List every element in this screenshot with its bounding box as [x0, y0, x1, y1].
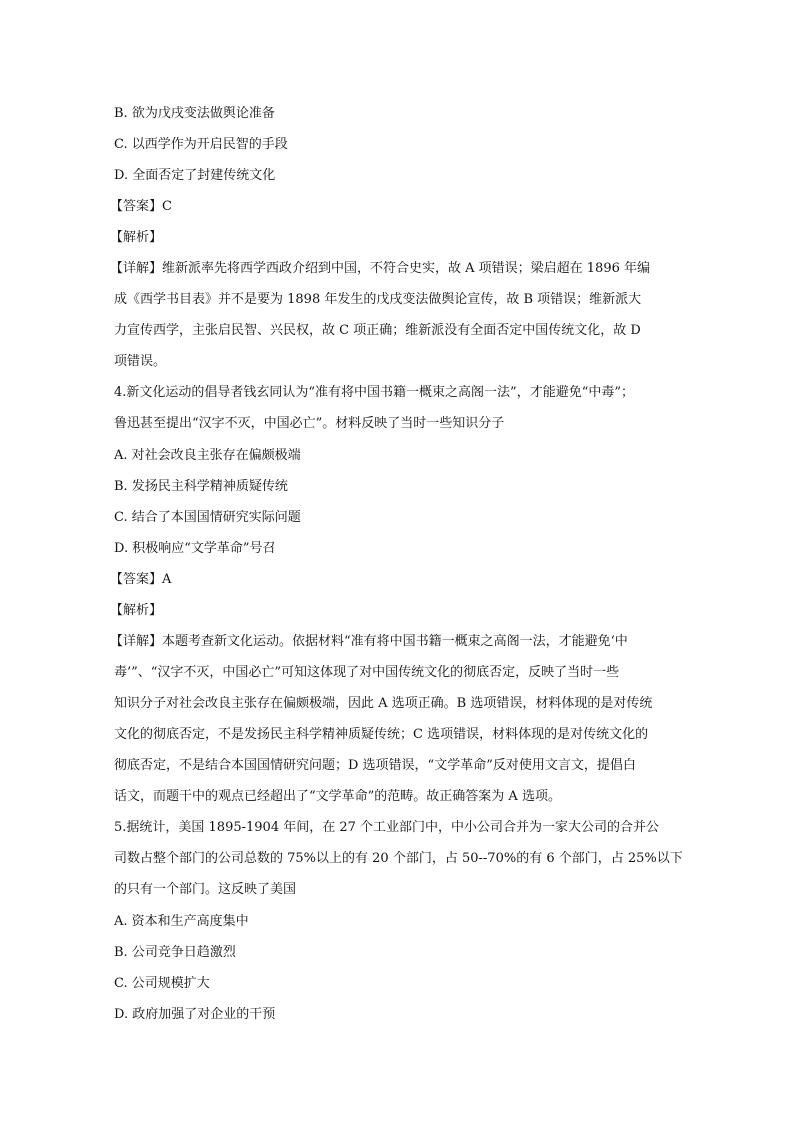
q4-analysis-label: 【解析】 — [110, 603, 163, 618]
q4-stem-line: 4.新文化运动的倡导者钱玄同认为“准有将中国书籍一概束之高阁一法”，才能避免“中毒”； — [114, 385, 634, 400]
q4-option-c: C. 结合了本国国情研究实际问题 — [114, 510, 301, 525]
q3-answer: 【答案】C — [110, 199, 172, 214]
q5-stem-line: 5.据统计，美国 1895-1904 年间，在 27 个工业部门中，中小公司合并为一家大公司的合并公 — [114, 820, 660, 835]
q3-detail-line: 力宣传西学，主张启民智、兴民权，故 C 项正确；维新派没有全面否定中国传统文化，故 D — [114, 323, 641, 338]
q5-option-d: D. 政府加强了对企业的干预 — [114, 1007, 276, 1022]
q4-option-d: D. 积极响应“文学革命”号召 — [114, 541, 276, 556]
q4-detail-line: 文化的彻底否定，不是发扬民主科学精神质疑传统；C 选项错误，材料体现的是对传统文化的 — [114, 727, 649, 742]
q3-option-c: C. 以西学作为开启民智的手段 — [114, 137, 288, 152]
q3-option-b: B. 欲为戊戌变法做舆论准备 — [114, 106, 275, 121]
q4-detail-line: 【详解】本题考查新文化运动。依据材料“准有将中国书籍一概束之高阁一法，才能避免‘中 — [110, 634, 628, 649]
q3-option-d: D. 全面否定了封建传统文化 — [114, 168, 276, 183]
q4-detail-line: 话文，而题干中的观点已经超出了“文学革命”的范畴。故正确答案为 A 选项。 — [114, 789, 561, 804]
q3-detail-line: 成《西学书目表》并不是要为 1898 年发生的戊戌变法做舆论宣传，故 B 项错误；维新派大 — [114, 292, 642, 307]
q3-detail-line: 【详解】维新派率先将西学西政介绍到中国，不符合史实，故 A 项错误；梁启超在 1896 年编 — [110, 261, 651, 276]
q4-option-b: B. 发扬民主科学精神质疑传统 — [114, 479, 288, 494]
q5-stem-line: 司数占整个部门的公司总数的 75%以上的有 20 个部门，占 50--70%的有 6 个部门，占 25%以下 — [114, 851, 683, 866]
q3-analysis-label: 【解析】 — [110, 230, 163, 245]
q4-detail-line: 毒’”、“汉字不灭，中国必亡”可知这体现了对中国传统文化的彻底否定，反映了当时一些 — [114, 665, 620, 680]
q4-answer: 【答案】A — [110, 572, 172, 587]
q4-detail-line: 彻底否定，不是结合本国国情研究问题；D 选项错误，“文学革命”反对使用文言文，提倡白 — [114, 758, 636, 773]
q5-stem-line: 的只有一个部门。这反映了美国 — [114, 882, 297, 897]
q5-option-a: A. 资本和生产高度集中 — [114, 914, 249, 929]
q3-detail-line: 项错误。 — [114, 354, 167, 369]
q5-option-c: C. 公司规模扩大 — [114, 976, 210, 991]
q4-detail-line: 知识分子对社会改良主张存在偏颇极端，因此 A 选项正确。B 选项错误，材料体现的是对传统 — [114, 696, 653, 711]
q5-option-b: B. 公司竞争日趋激烈 — [114, 945, 236, 960]
q4-stem-line: 鲁迅甚至提出“汉字不灭，中国必亡”。材料反映了当时一些知识分子 — [114, 416, 505, 431]
q4-option-a: A. 对社会改良主张存在偏颇极端 — [114, 448, 301, 463]
